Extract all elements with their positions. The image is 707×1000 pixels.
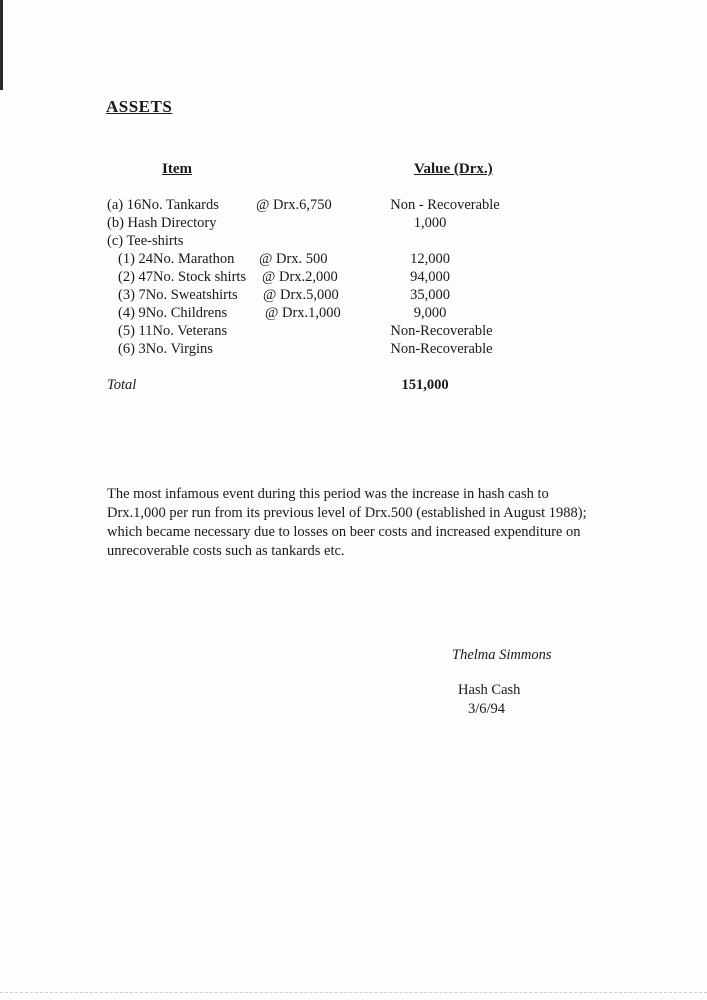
bottom-edge-line: [0, 992, 707, 994]
asset-label: (6) 3No. Virgins: [118, 341, 213, 357]
assets-list: [0, 196, 707, 358]
asset-row: [0, 340, 707, 358]
total-label: Total: [107, 377, 137, 393]
asset-rate: @ Drx.1,000: [265, 305, 341, 321]
total-value: 151,000: [401, 377, 449, 393]
asset-value: 1,000: [413, 215, 447, 231]
paragraph-line: unrecoverable costs such as tankards etc.: [107, 543, 345, 559]
total-row: [0, 377, 707, 397]
asset-row: [0, 232, 707, 250]
asset-rate: @ Drx.2,000: [262, 269, 338, 285]
summary-paragraph: [107, 485, 612, 561]
asset-value: 12,000: [410, 251, 450, 267]
asset-rate: @ Drx.5,000: [263, 287, 339, 303]
signatory-role: Hash Cash: [458, 682, 521, 698]
value-column-header: Value (Drx.): [414, 161, 493, 177]
asset-rate: @ Drx. 500: [259, 251, 328, 267]
asset-label: (4) 9No. Childrens: [118, 305, 228, 321]
paragraph-line: The most infamous event during this period was the increase in hash cash to: [107, 486, 549, 502]
asset-label: (c) Tee-shirts: [107, 233, 184, 249]
asset-value: 35,000: [410, 287, 450, 303]
signature-name: Thelma Simmons: [452, 647, 552, 663]
paragraph-line: Drx.1,000 per run from its previous level of Drx.500 (established in August 1988);: [107, 505, 587, 521]
asset-label: (2) 47No. Stock shirts: [118, 269, 247, 285]
asset-value: 9,000: [413, 305, 447, 321]
asset-label: (1) 24No. Marathon: [118, 251, 235, 267]
asset-value: 94,000: [410, 269, 450, 285]
asset-row: [0, 268, 707, 286]
asset-rate: @ Drx.6,750: [256, 197, 332, 213]
asset-value: Non - Recoverable: [390, 197, 500, 213]
asset-row: [0, 196, 707, 214]
asset-row: [0, 214, 707, 232]
item-column-header: Item: [162, 161, 192, 177]
scan-edge-mark: [0, 0, 3, 90]
asset-label: (3) 7No. Sweatshirts: [118, 287, 238, 303]
document-date: 3/6/94: [468, 701, 506, 717]
assets-heading: ASSETS: [106, 97, 173, 116]
asset-row: [0, 304, 707, 322]
paragraph-line: which became necessary due to losses on beer costs and increased expenditure on: [107, 524, 581, 540]
asset-row: [0, 250, 707, 268]
asset-row: [0, 286, 707, 304]
asset-label: (b) Hash Directory: [107, 215, 217, 231]
asset-label: (a) 16No. Tankards: [107, 197, 219, 213]
asset-label: (5) 11No. Veterans: [118, 323, 228, 339]
asset-value: Non-Recoverable: [390, 341, 493, 357]
asset-row: [0, 322, 707, 340]
asset-value: Non-Recoverable: [390, 323, 493, 339]
